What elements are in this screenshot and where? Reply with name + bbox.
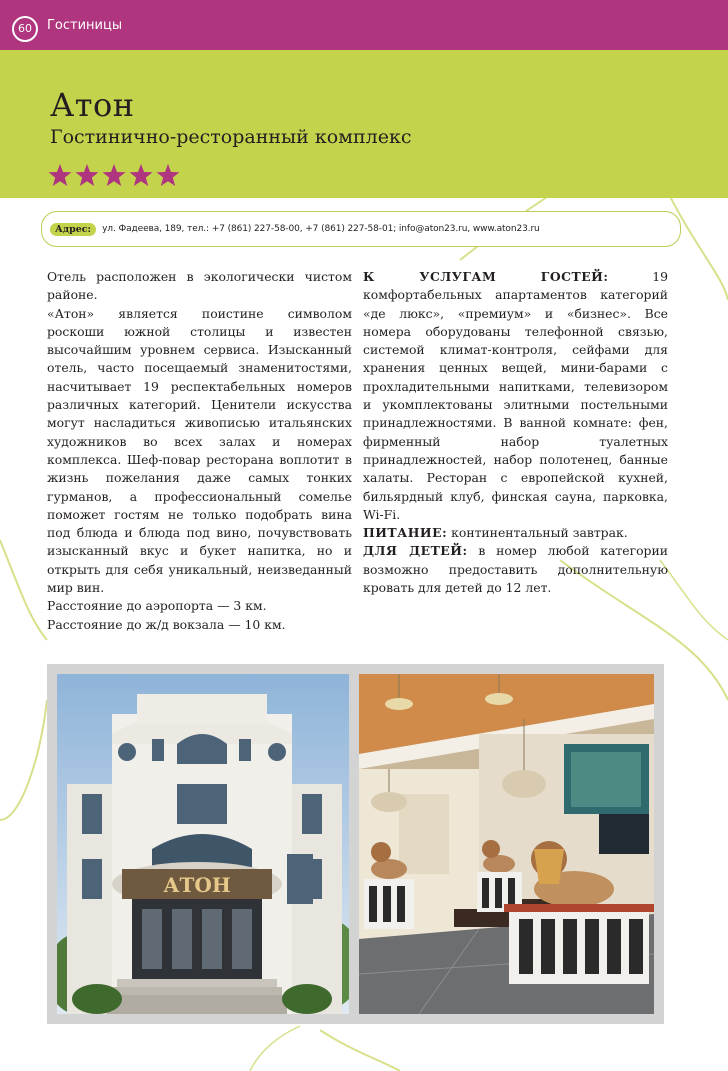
hotel-interior-photo bbox=[359, 674, 654, 1014]
top-bar bbox=[0, 0, 728, 50]
star-rating bbox=[48, 163, 180, 187]
photo-panel bbox=[47, 664, 664, 1024]
left-column bbox=[47, 268, 352, 634]
kids-paragraph bbox=[363, 542, 668, 597]
paragraph: Расстояние до аэропорта — 3 км. bbox=[47, 598, 267, 614]
paragraph: Отель расположен в экологически чистом районе. bbox=[47, 269, 352, 303]
services-label: К УСЛУГАМ ГОСТЕЙ: bbox=[363, 269, 609, 284]
hotel-facade-photo bbox=[57, 674, 349, 1014]
food-label: ПИТАНИЕ: bbox=[363, 525, 448, 541]
kids-text: в номер любой категории возможно предоставить дополнительную кровать для детей до 12 лет. bbox=[363, 543, 668, 596]
food-text: континентальный завтрак. bbox=[451, 525, 628, 541]
services-paragraph bbox=[363, 268, 668, 524]
food-paragraph bbox=[363, 524, 668, 542]
star-icon bbox=[48, 163, 72, 187]
services-text: 19 комфортабельных апартаментов категорий «де люкс», «премиум» и «бизнес». Все номера оборудованы телефонной связью, системой климат-контроля, сейфами для хранения ценных вещей, мини-барами с прохладительными напитками, телевизором и укомплектованы элитными постельными принадлежностями. В ванной комнате: фен, фирменный набор туалетных принадлежностей, набор полотенец, банные халаты. Ресторан с европейской кухней, бильярдный клуб, финская сауна, парковка, Wi-Fi. bbox=[363, 269, 668, 522]
paragraph: «Атон» является поистине символом роскоши южной столицы и известен высочайшим уровнем сервиса. Изысканный отель, часто посещаемый знаменитостями, насчитывает 19 респектабельных номеров различных категорий. Ценители искусства могут насладиться живописью итальянских художников во всех залах и номерах комплекса. Шеф-повар ресторана воплотит в жизнь пожелания даже самых тонких гурманов, а профессиональный сомелье поможет гостям не только подобрать вина под блюда и блюда под вино, почувствовать изысканный вкус и букет напитка, но и открыть для себя уникальный, неизведанный мир вин. bbox=[47, 305, 352, 596]
paragraph: Расстояние до ж/д вокзала — 10 км. bbox=[47, 616, 286, 632]
hotel-type: Гостинично-ресторанный комплекс bbox=[50, 126, 412, 148]
section-title: Гостиницы bbox=[47, 18, 123, 33]
address-text: ул. Фадеева, 189, тел.: +7 (861) 227-58-00, +7 (861) 227-58-01; info@aton23.ru, www.aton23.ru bbox=[102, 224, 540, 234]
right-column bbox=[363, 268, 668, 597]
star-icon bbox=[102, 163, 126, 187]
star-icon bbox=[75, 163, 99, 187]
hotel-name: Атон bbox=[50, 86, 135, 124]
address-box bbox=[41, 211, 681, 247]
star-icon bbox=[129, 163, 153, 187]
page-number: 60 bbox=[12, 16, 38, 42]
kids-label: ДЛЯ ДЕТЕЙ: bbox=[363, 543, 468, 559]
address-label: Адрес: bbox=[50, 223, 96, 236]
star-icon bbox=[156, 163, 180, 187]
facade-sign: АТОН bbox=[163, 873, 231, 897]
